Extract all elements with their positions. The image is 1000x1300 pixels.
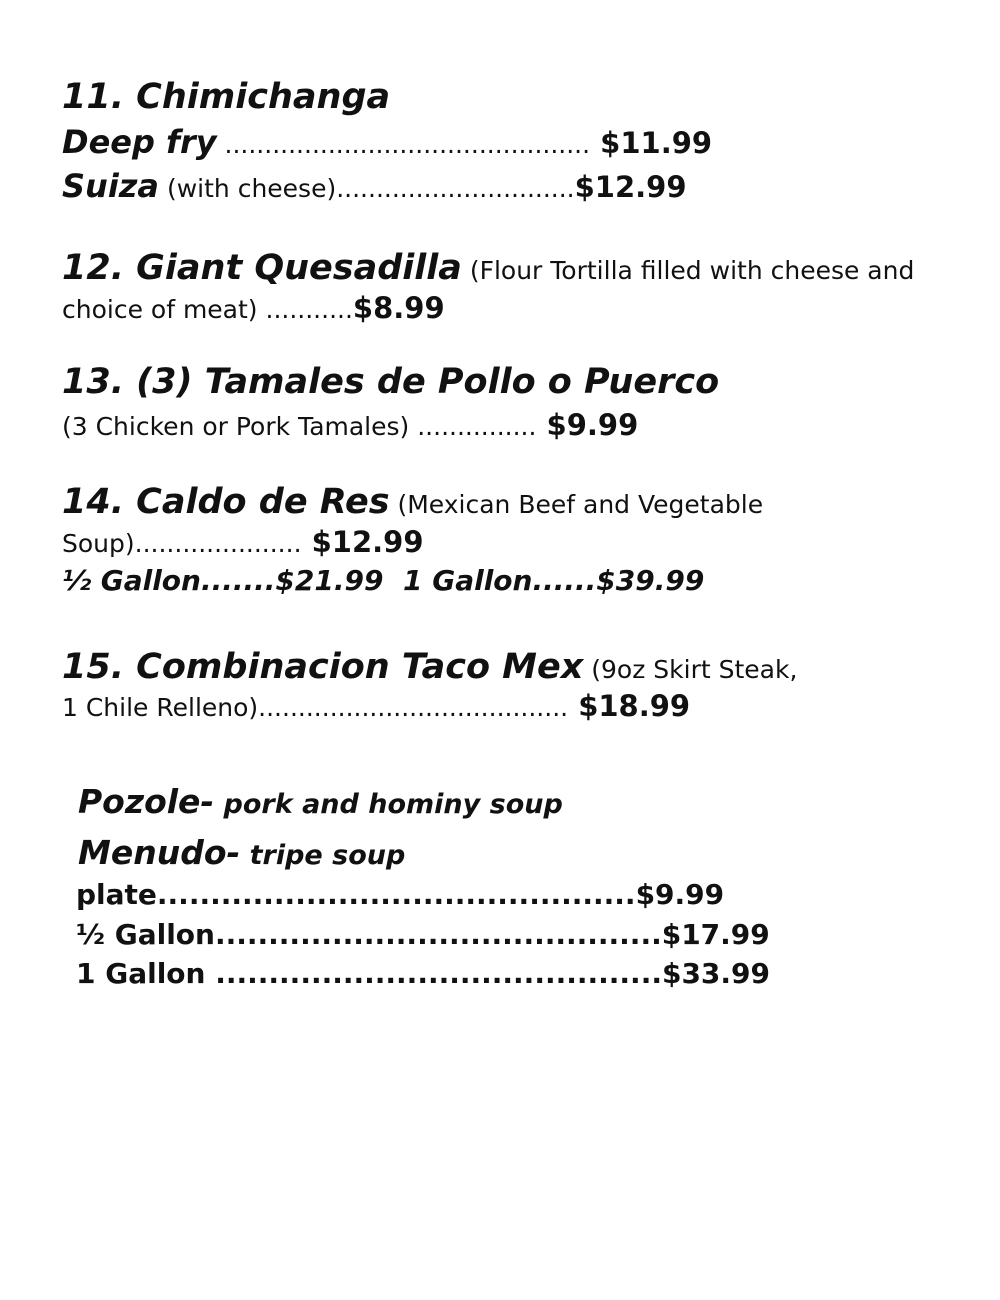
leader-dots: ..............................: [336, 174, 575, 203]
soup-gallon-price: 1 Gallon ..........................................$33.99: [76, 957, 771, 990]
item-15-desc: (9oz Skirt Steak,: [583, 655, 798, 684]
item-11-suiza-row: [62, 168, 687, 205]
item-13-desc: (3 Chicken or Pork Tamales) ...............: [62, 412, 537, 441]
item-11-deep-fry-row: [62, 124, 712, 161]
item-15-price-row: [62, 690, 690, 723]
item-13-price: $9.99: [536, 408, 639, 442]
item-12-title: 12. Giant Quesadilla: [62, 248, 462, 288]
item-15-desc-cont: 1 Chile Relleno).......................................: [62, 693, 569, 722]
item-14-desc-cont: Soup).....................: [62, 529, 302, 558]
item-12-price: $8.99: [352, 291, 445, 325]
item-14-half-gallon: ½ Gallon.......$21.99: [62, 564, 384, 597]
soup-half-gallon-price: ½ Gallon..........................................$17.99: [76, 918, 770, 951]
item-12-title-row: [62, 248, 914, 288]
item-15-title: 15. Combinacion Taco Mex: [62, 647, 584, 687]
item-14-title: 14. Caldo de Res: [62, 482, 390, 522]
item-12-desc: (Flour Tortilla filled with cheese and: [461, 256, 915, 285]
deep-fry-price: $11.99: [590, 126, 713, 160]
deep-fry-label: Deep fry: [62, 123, 217, 161]
soup-plate-price: plate.............................................$9.99: [76, 878, 725, 911]
item-12-desc-cont: choice of meat) ...........: [62, 295, 353, 324]
item-15-price: $18.99: [568, 689, 691, 723]
suiza-label: Suiza: [62, 167, 160, 205]
leader-dots: ..............................................: [216, 130, 591, 159]
pozole-row: [78, 783, 563, 821]
item-14-price: $12.99: [301, 525, 424, 559]
item-11-title: 11. Chimichanga: [62, 77, 391, 117]
item-14-price-row: [62, 526, 424, 559]
item-13-title: 13. (3) Tamales de Pollo o Puerco: [62, 362, 720, 402]
item-14-desc: (Mexican Beef and Vegetable: [389, 490, 764, 519]
item-15-title-row: [62, 647, 797, 687]
suiza-price: $12.99: [574, 170, 687, 204]
suiza-note: (with cheese): [159, 174, 337, 203]
item-14-title-row: [62, 482, 763, 522]
item-13-price-row: [62, 409, 638, 442]
menudo-row: [78, 834, 405, 872]
menudo-name: Menudo-: [78, 833, 241, 872]
menudo-desc: tripe soup: [240, 840, 406, 871]
item-12-price-row: [62, 292, 445, 325]
item-14-sizes-row: [62, 565, 704, 597]
item-14-gallon: 1 Gallon......$39.99: [402, 564, 705, 597]
pozole-name: Pozole-: [78, 782, 215, 821]
pozole-desc: pork and hominy soup: [214, 789, 563, 820]
